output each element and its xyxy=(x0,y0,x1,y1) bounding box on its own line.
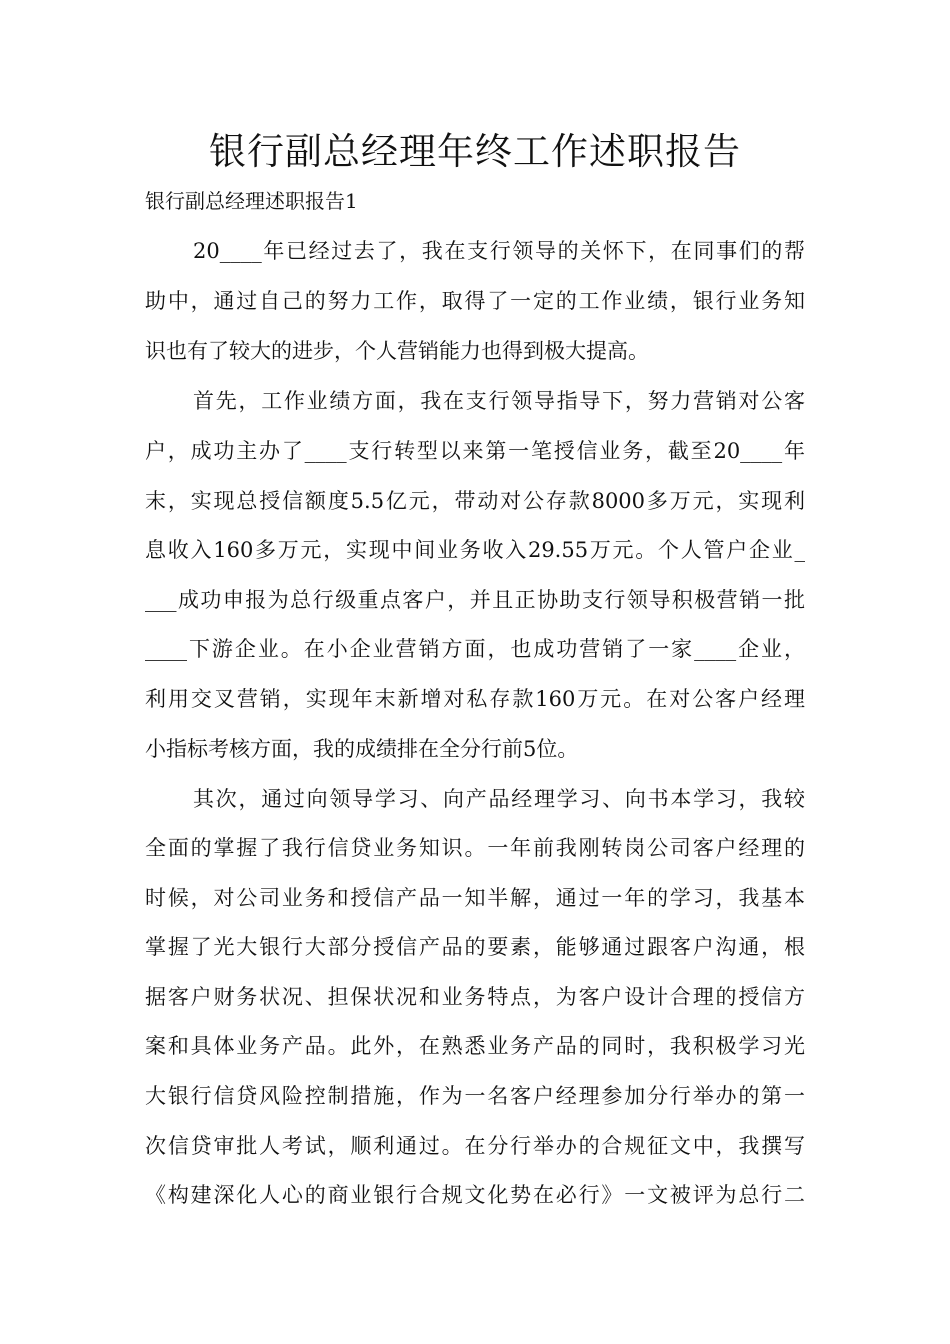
paragraph-line: 息收入160多万元，实现中间业务收入29.55万元。个人管户企业_ xyxy=(145,538,805,562)
paragraph-line: 时候，对公司业务和授信产品一知半解，通过一年的学习，我基本 xyxy=(145,886,805,910)
paragraph-line: ____下游企业。在小企业营销方面，也成功营销了一家____企业， xyxy=(145,637,805,661)
paragraph-line: 户，成功主办了____支行转型以来第一笔授信业务，截至20____年 xyxy=(145,439,805,463)
paragraph-line: 助中，通过自己的努力工作，取得了一定的工作业绩，银行业务知 xyxy=(145,289,805,313)
paragraph-line: 掌握了光大银行大部分授信产品的要素，能够通过跟客户沟通，根 xyxy=(145,935,805,959)
paragraph-line: 识也有了较大的进步，个人营销能力也得到极大提高。 xyxy=(145,339,649,363)
document-title: 银行副总经理年终工作述职报告 xyxy=(209,130,741,173)
paragraph-line: 《构建深化人心的商业银行合规文化势在必行》一文被评为总行二 xyxy=(145,1183,805,1207)
paragraph-line: ___成功申报为总行级重点客户，并且正协助支行领导积极营销一批 xyxy=(145,588,805,612)
paragraph-line: 小指标考核方面，我的成绩排在全分行前5位。 xyxy=(145,737,579,761)
document-subtitle: 银行副总经理述职报告1 xyxy=(145,189,358,213)
paragraph-line: 次信贷审批人考试，顺利通过。在分行举办的合规征文中，我撰写 xyxy=(145,1134,805,1158)
paragraph-line: 据客户财务状况、担保状况和业务特点，为客户设计合理的授信方 xyxy=(145,985,805,1009)
paragraph-line: 案和具体业务产品。此外，在熟悉业务产品的同时，我积极学习光 xyxy=(145,1034,805,1058)
paragraph-line: 全面的掌握了我行信贷业务知识。一年前我刚转岗公司客户经理的 xyxy=(145,836,805,860)
paragraph-line: 首先，工作业绩方面，我在支行领导指导下，努力营销对公客 xyxy=(193,389,805,413)
paragraph-line: 其次，通过向领导学习、向产品经理学习、向书本学习，我较 xyxy=(193,787,805,811)
paragraph-line: 大银行信贷风险控制措施，作为一名客户经理参加分行举办的第一 xyxy=(145,1084,805,1108)
paragraph-line: 利用交叉营销，实现年末新增对私存款160万元。在对公客户经理 xyxy=(145,687,805,711)
paragraph-line: 20____年已经过去了，我在支行领导的关怀下，在同事们的帮 xyxy=(193,239,805,263)
paragraph-line: 末，实现总授信额度5.5亿元，带动对公存款8000多万元，实现利 xyxy=(145,489,805,513)
